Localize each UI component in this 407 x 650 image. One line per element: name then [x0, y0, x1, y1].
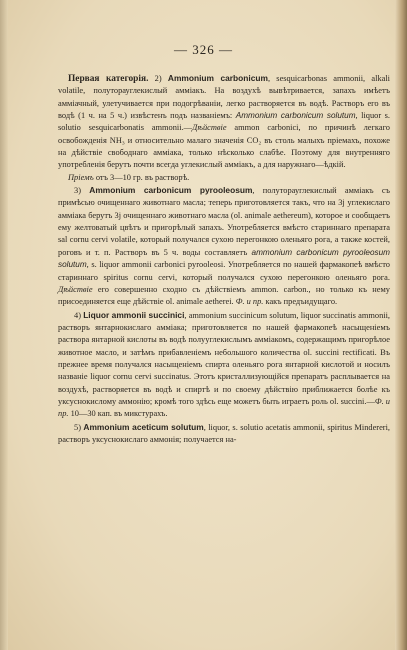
entry-solution-name: ammonium carbonicum pyrooleosum solutum	[58, 247, 390, 270]
entry-name: Ammonium carbonicum pyrooleosum	[89, 185, 253, 196]
paragraph-ammonium-carbonicum: Первая категорія. 2) Ammonium carbonicum, sesquicarbonas ammonii, alkali volatile, полуторауглекислый аммiакъ. На воздухѣ вывѣтривается, запахъ имѣетъ аммiачный, улетучивается при подогрѣванiи, легко растворяется въ водѣ. Растворъ его въ водѣ (1 ч. на 5 ч.) извѣстенъ подъ названiемъ: Ammonium carbonicum solutum, liquor s. solutio sesquicarbonatis ammonii.—Дѣйствiе ammon carbonici, по причинѣ легкаго освобожденiя NH₃ и относительно малаго значенiя CO₂ въ столь малыхъ прiемахъ, похоже на дѣйствiе свободнаго аммiака, только нѣсколько слабѣе. Поэтому для внутренняго употребленiя берутъ почти всегда углекислый аммiакъ, а для наружнаго—ѣдкiй.	[58, 73, 391, 170]
body-text	[58, 72, 390, 446]
entry-solution-name: Ammonium carbonicum solutum	[235, 111, 356, 121]
paragraph-liquor-succinici: 4) Liquor ammonii succinici, ammonium succinicum solutum, liquor succinatis ammonii, растворъ янтарнокислаго аммiака; приготовляется по нашей фармакопеѣ насыщенiемъ раствора янтарной кислоты въ водѣ полууглекислымъ аммiакомъ, содержащимъ пригорѣлое животное масло, и затѣмъ прибавленiемъ небольшого количества ol. succini rectificati. Въ прежнее время получался насыщенiемъ спирта оленьяго рога янтарной кислотой и носилъ названiе liquor cornu cervi succinatus. Этотъ кристаллизующiйся препаратъ расплывается на воздухѣ, растворяется въ водѣ и спиртѣ и по своему дѣйствiю приближается болѣе къ уксуснокислому аммонiю; кромѣ того здѣсь еще можетъ быть играетъ роль ol. succini.—Ф. и пр. 10—30 кап. въ микстурахъ.	[58, 309, 391, 419]
entry-name: Ammonium carbonicum	[167, 73, 268, 83]
category-heading: Первая категорія.	[68, 74, 149, 84]
form-label: Ф. и пр.	[58, 396, 390, 419]
action-label: Дѣйствiе	[58, 284, 93, 294]
entry-name: Ammonium aceticum solutum	[83, 421, 204, 432]
form-label: Ф. и пр.	[235, 297, 264, 307]
page-right-edge	[395, 0, 407, 650]
paragraph-ammonium-pyrooleosum: 3) Ammonium carbonicum pyrooleosum, полуторауглекислый аммiакъ съ примѣсью очищеннаго животнаго масла; теперь приготовляется такъ, что на 3j углекислаго аммiака берутъ 3j очищеннаго животнаго масла (ol. animale aethereum), которое и сообщаетъ ему желтоватый цвѣтъ и пригорѣлый запахъ. Употребляется вмѣсто стариннаго препарата sal cornu cervi volatile, который получался сухою перегонкою оленьяго рога, а также костей, роговъ и т. п. Растворъ въ 5 ч. воды составляетъ ammonium carbonicum pyrooleosum solutum, s. liquor ammonii carbonici pyrooleosi. Употребляется по нашей фармакопеѣ вмѣсто стариннаго spiritus cornu cervi, который получался сухою перегонкою оленьяго рога. Дѣйствiе его совершенно сходно съ дѣйствiемъ ammon. carbon., но только къ нему присоединяется еще дѣйствiе ol. animale aetherei. Ф. и пр. какъ предъидущаго.	[58, 185, 390, 307]
entry-name: Liquor ammonii succinici	[83, 309, 185, 320]
action-label: Дѣйствiе	[192, 123, 227, 133]
page-number: — 326 —	[174, 42, 233, 57]
dose-label: Прiемъ	[68, 172, 94, 182]
paragraph-dose: Прiемъ отъ 3—10 гр. въ растворѣ.	[68, 172, 190, 182]
paragraph-ammonium-aceticum: 5) Ammonium aceticum solutum, liquor, s. solutio acetatis ammonii, spiritus Mindereri, растворъ уксуснокислаго аммонiя; получается на-	[58, 421, 390, 444]
page-left-edge	[0, 0, 8, 650]
